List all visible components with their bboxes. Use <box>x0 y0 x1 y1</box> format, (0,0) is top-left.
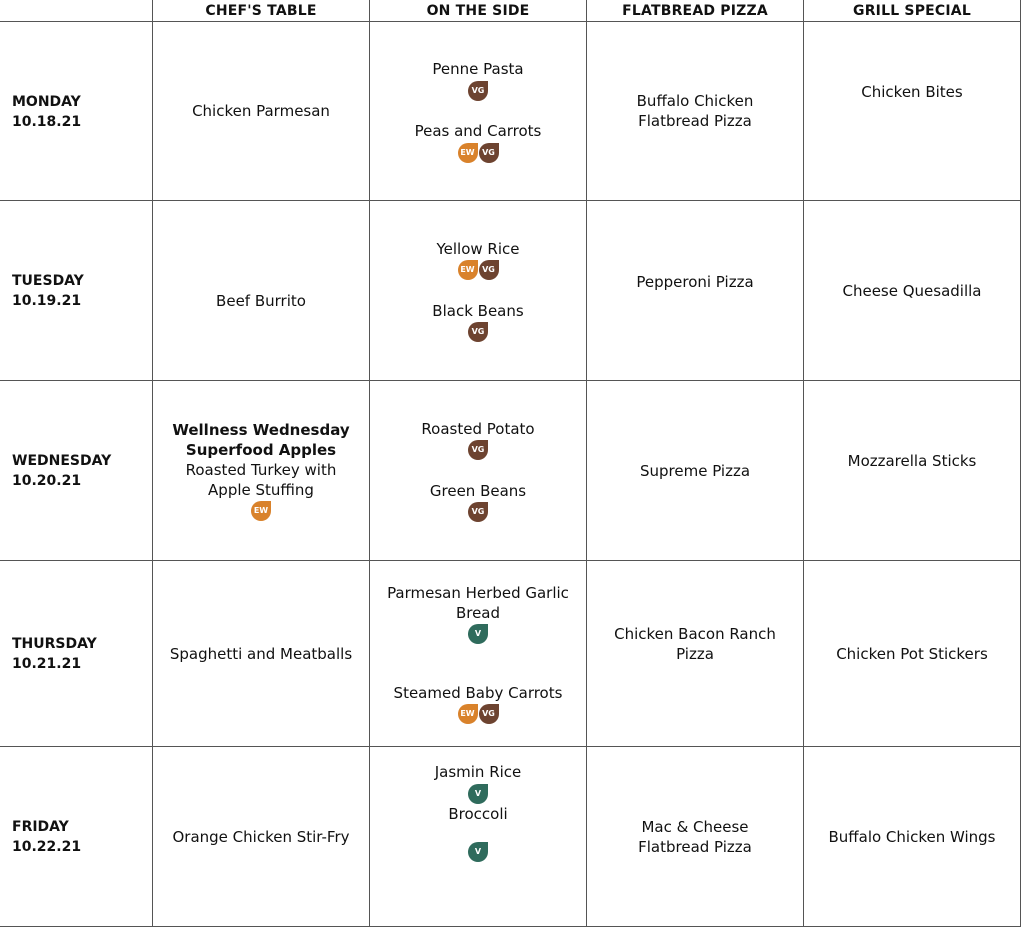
vegetarian-badge-icon: V <box>468 842 488 862</box>
vegan-badge-icon: VG <box>479 260 499 280</box>
menu-item: Spaghetti and Meatballs <box>169 644 353 663</box>
menu-item: Chicken Parmesan <box>192 102 330 120</box>
diet-badges <box>458 260 499 281</box>
flatbread-cell <box>587 381 803 560</box>
day-name: TUESDAY <box>12 273 84 289</box>
promo-title: Wellness Wednesday <box>172 420 350 439</box>
menu-item: Parmesan Herbed Garlic <box>387 583 569 602</box>
menu-item: Mac & Cheese <box>641 817 749 836</box>
day-label-monday <box>12 92 81 132</box>
menu-item: Cheese Quesadilla <box>842 282 982 300</box>
day-date: 10.20.21 <box>12 473 82 489</box>
grill-cell <box>804 381 1020 541</box>
menu-item: Roasted Potato <box>421 419 535 438</box>
eat-well-badge-icon: EW <box>251 501 271 521</box>
menu-item: Orange Chicken Stir-Fry <box>172 827 350 846</box>
flatbread-cell <box>587 561 803 727</box>
day-label-friday <box>12 817 81 857</box>
menu-item: Green Beans <box>429 481 527 500</box>
menu-item: Steamed Baby Carrots <box>393 683 563 702</box>
sides-cell <box>370 747 586 877</box>
menu-item: Peas and Carrots <box>414 122 542 140</box>
grill-cell <box>804 747 1020 926</box>
diet-badges <box>468 502 488 523</box>
header-chefs-table: CHEF'S TABLE <box>205 3 317 19</box>
sides-cell <box>370 381 586 560</box>
diet-badges <box>468 80 488 101</box>
grill-cell <box>804 22 1020 162</box>
day-date: 10.22.21 <box>12 839 82 855</box>
sides-cell <box>370 22 586 200</box>
diet-badges <box>468 440 488 461</box>
menu-item: Beef Burrito <box>216 292 306 310</box>
menu-item: Roasted Turkey with <box>185 460 337 479</box>
vegan-badge-icon: VG <box>479 143 499 163</box>
menu-item: Flatbread Pizza <box>638 837 752 856</box>
menu-item: Pizza <box>676 645 714 663</box>
diet-badges <box>458 704 499 725</box>
day-label-tuesday <box>12 271 84 311</box>
diet-badges <box>468 841 488 862</box>
flatbread-cell <box>587 201 803 363</box>
menu-item: Buffalo Chicken Wings <box>828 827 996 846</box>
menu-item: Broccoli <box>448 805 508 823</box>
menu-item: Jasmin Rice <box>434 763 522 781</box>
day-name: THURSDAY <box>12 636 97 652</box>
eat-well-badge-icon: EW <box>458 143 478 163</box>
header-flatbread-pizza: FLATBREAD PIZZA <box>622 3 768 19</box>
vegan-badge-icon: VG <box>468 322 488 342</box>
vegan-badge-icon: VG <box>479 704 499 724</box>
day-date: 10.21.21 <box>12 656 82 672</box>
sides-cell <box>370 561 586 746</box>
day-label-wednesday <box>12 451 111 491</box>
header-on-the-side: ON THE SIDE <box>426 3 530 19</box>
menu-item: Black Beans <box>432 301 524 320</box>
menu-item: Flatbread Pizza <box>638 112 752 130</box>
menu-item: Yellow Rice <box>436 239 520 258</box>
vegan-badge-icon: VG <box>468 440 488 460</box>
vegetarian-badge-icon: V <box>468 784 488 804</box>
diet-badges <box>458 142 499 163</box>
grill-cell <box>804 561 1020 746</box>
sides-cell <box>370 201 586 380</box>
menu-item: Chicken Bacon Ranch <box>614 625 776 643</box>
menu-item: Buffalo Chicken <box>636 92 754 110</box>
day-name: MONDAY <box>12 94 81 110</box>
day-date: 10.19.21 <box>12 293 82 309</box>
chefs-table-cell <box>153 561 369 746</box>
menu-item: Mozzarella Sticks <box>847 452 977 470</box>
row-divider <box>0 926 1021 927</box>
chefs-table-cell <box>153 201 369 401</box>
chefs-table-cell <box>153 381 369 560</box>
flatbread-cell <box>587 747 803 926</box>
menu-item: Apple Stuffing <box>208 480 314 499</box>
flatbread-cell <box>587 22 803 200</box>
vegan-badge-icon: VG <box>468 502 488 522</box>
vegetarian-badge-icon: V <box>468 624 488 644</box>
menu-item: Chicken Bites <box>861 83 963 101</box>
promo-subtitle: Superfood Apples <box>185 440 337 459</box>
menu-item: Chicken Pot Stickers <box>836 644 988 663</box>
grill-cell <box>804 201 1020 381</box>
menu-item: Pepperoni Pizza <box>636 273 754 291</box>
day-date: 10.18.21 <box>12 114 82 130</box>
column-divider <box>1020 0 1021 927</box>
day-label-thursday <box>12 634 97 674</box>
chefs-table-cell <box>153 22 369 200</box>
day-name: FRIDAY <box>12 819 69 835</box>
diet-badges <box>468 624 488 645</box>
menu-item: Bread <box>455 603 501 622</box>
chefs-table-cell <box>153 747 369 926</box>
menu-item: Supreme Pizza <box>639 461 751 480</box>
header-grill-special: GRILL SPECIAL <box>853 3 971 19</box>
diet-badges <box>468 322 488 343</box>
eat-well-badge-icon: EW <box>458 704 478 724</box>
diet-badges <box>251 501 271 522</box>
diet-badges <box>468 783 488 804</box>
menu-item: Penne Pasta <box>432 60 524 78</box>
eat-well-badge-icon: EW <box>458 260 478 280</box>
day-name: WEDNESDAY <box>12 453 112 469</box>
vegan-badge-icon: VG <box>468 81 488 101</box>
